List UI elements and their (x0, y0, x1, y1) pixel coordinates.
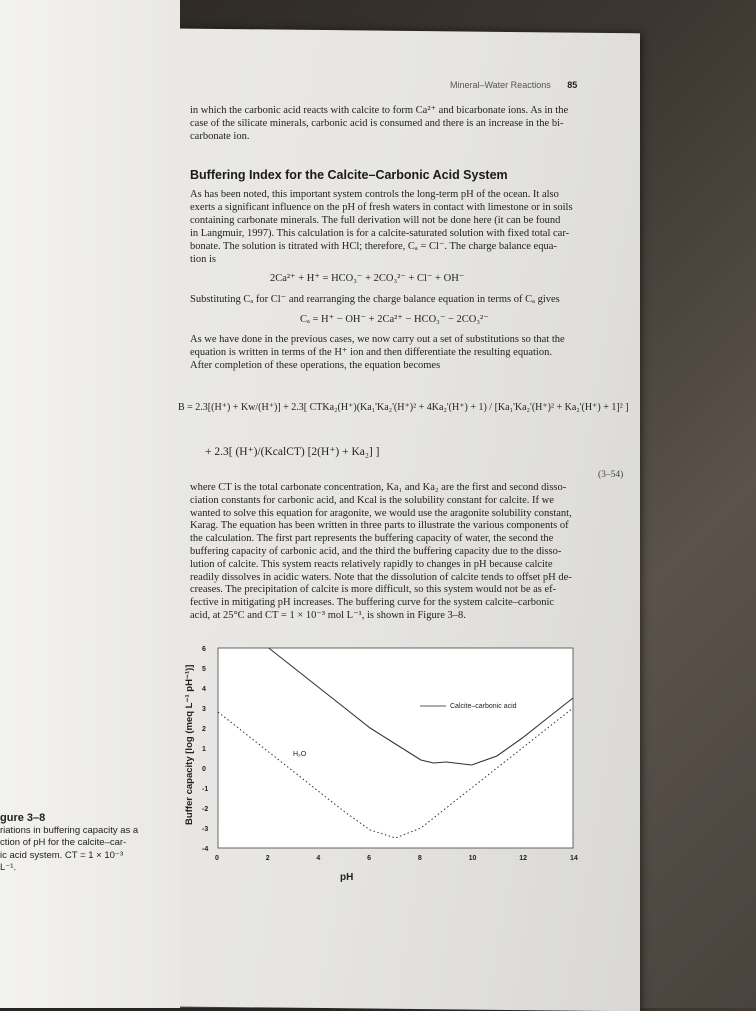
text-line: exerts a significant influence on the pH of fresh waters in contact with limestone or in soils (190, 202, 573, 213)
x-tick-label: 12 (519, 855, 528, 862)
text-line: readily dissolves in acidic waters. Note that the dissolution of calcite tends to offset pH de- (190, 571, 572, 583)
caption-line: L⁻¹. (0, 862, 17, 873)
annotation-calcite: Calcite–carbonic acid (450, 703, 517, 710)
text-line: the calculation. The first part represents the buffering capacity of water, the second the (190, 533, 554, 545)
x-tick-label: 0 (215, 855, 219, 862)
y-tick-labels (202, 646, 208, 853)
paragraph-1 (190, 188, 620, 266)
buffer-capacity-chart (180, 630, 600, 890)
x-tick-labels (215, 855, 578, 862)
running-title: Mineral–Water Reactions (450, 80, 551, 90)
substituting-text: Substituting Cₐ for Cl⁻ and rearranging the charge balance equation in terms of Cₐ gives (190, 294, 560, 305)
plot-area (218, 648, 573, 848)
annotation-h2o: H₂O (293, 751, 307, 758)
ca-equation: Cₐ = H⁺ − OH⁻ + 2Ca²⁺ − HCO₃⁻ − 2CO₃²⁻ (300, 314, 489, 325)
text-line: containing carbonate minerals. The full derivation will not be done here (it can be found (190, 215, 561, 226)
text-line: acid, at 25°C and CT = 1 × 10⁻³ mol L⁻¹, is shown in Figure 3–8. (190, 609, 466, 621)
y-tick-label: 3 (202, 706, 206, 713)
text-line: ciation constants for carbonic acid, and Kcal is the solubility constant for calcite. If we (190, 494, 554, 506)
x-tick-label: 6 (367, 855, 372, 862)
x-tick-label: 4 (316, 855, 321, 862)
buffer-equation-line-1: B = 2.3[(H⁺) + Kw/(H⁺)] + 2.3[ CTKa₂(H⁺)(Ka₁'Ka₂'(H⁺)² + 4Ka₂'(H⁺) + 1) / [Ka₁'Ka₂'(H⁺)² + Ka₂'(H⁺) + 1]² ] (178, 402, 629, 413)
paragraph-2 (190, 333, 620, 372)
text-line: After completion of these operations, the equation becomes (190, 360, 441, 371)
text-line: lution of calcite. This system reacts relatively rapidly to changes in pH because calcite (190, 558, 553, 570)
paragraph-3 (190, 482, 620, 623)
x-axis-label: pH (340, 872, 354, 883)
text-line: Karag. The equation has been written in three parts to illustrate the various components of (190, 520, 569, 532)
text-line: As has been noted, this important system controls the long-term pH of the ocean. It also (190, 189, 559, 200)
caption-line: ic acid system. CT = 1 × 10⁻³ (0, 849, 124, 861)
text-line: carbonate ion. (190, 131, 250, 142)
y-tick-label: 4 (202, 686, 206, 693)
x-tick-label: 14 (570, 855, 578, 862)
text-line: As we have done in the previous cases, we now carry out a set of substitutions so that the (190, 334, 565, 345)
caption-line: ction of pH for the calcite–car- (0, 837, 127, 848)
y-tick-label: -4 (202, 846, 209, 853)
text-line: bonate. The solution is titrated with HCl; therefore, Cₐ = Cl⁻. The charge balance equa- (190, 241, 557, 252)
y-tick-label: 0 (202, 766, 206, 773)
text-line: equation is written in terms of the H⁺ ion and then differentiate the resulting equation. (190, 347, 552, 358)
charge-balance-equation: 2Ca²⁺ + H⁺ = HCO₃⁻ + 2CO₃²⁻ + Cl⁻ + OH⁻ (270, 273, 465, 284)
figure-caption (0, 812, 175, 875)
x-tick-label: 10 (468, 855, 477, 862)
text-line: buffering capacity of carbonic acid, and the third the buffering capacity due to the disso- (190, 545, 562, 557)
text-line: fective in mitigating pH increases. The buffering curve for the system calcite–carbonic (190, 597, 555, 609)
y-tick-label: -1 (202, 786, 209, 793)
x-tick-label: 8 (417, 855, 422, 862)
text-line: tion is (190, 254, 216, 265)
equation-number: (3–54) (598, 470, 624, 480)
text-line: creases. The precipitation of calcite is more difficult, so this system would not be as ef- (190, 584, 557, 596)
text-line: in Langmuir, 1997). This calculation is for a calcite-saturated solution with fixed total car- (190, 228, 570, 239)
y-tick-label: 1 (202, 746, 206, 753)
text-line: wanted to solve this equation for aragonite, we would use the aragonite solubility constant, (190, 507, 572, 519)
running-header (450, 80, 577, 90)
page-number: 85 (567, 80, 578, 90)
caption-line: riations in buffering capacity as a (0, 824, 139, 836)
y-tick-label: 2 (202, 726, 206, 733)
text-line: in which the carbonic acid reacts with calcite to form Ca²⁺ and bicarbonate ions. As in the (190, 105, 569, 116)
text-line: where CT is the total carbonate concentration, Ka₁ and Ka₂ are the first and second disso- (190, 482, 567, 493)
x-tick-label: 2 (265, 855, 270, 862)
figure-caption-title: gure 3–8 (0, 812, 46, 824)
y-tick-label: 6 (202, 646, 206, 653)
y-tick-label: -2 (202, 806, 209, 813)
text-line: case of the silicate minerals, carbonic acid is consumed and there is an increase in the bi- (190, 118, 564, 129)
y-tick-label: -3 (202, 826, 209, 833)
y-axis-label: Buffer capacity [log (meq L⁻¹ pH⁻¹)] (184, 664, 195, 825)
section-title: Buffering Index for the Calcite–Carbonic Acid System (190, 168, 508, 182)
intro-paragraph (190, 104, 620, 143)
y-tick-label: 5 (202, 666, 206, 673)
buffer-equation-line-2: + 2.3[ (H⁺)/(KcalCT) [2(H⁺) + Ka₂] ] (205, 446, 380, 458)
